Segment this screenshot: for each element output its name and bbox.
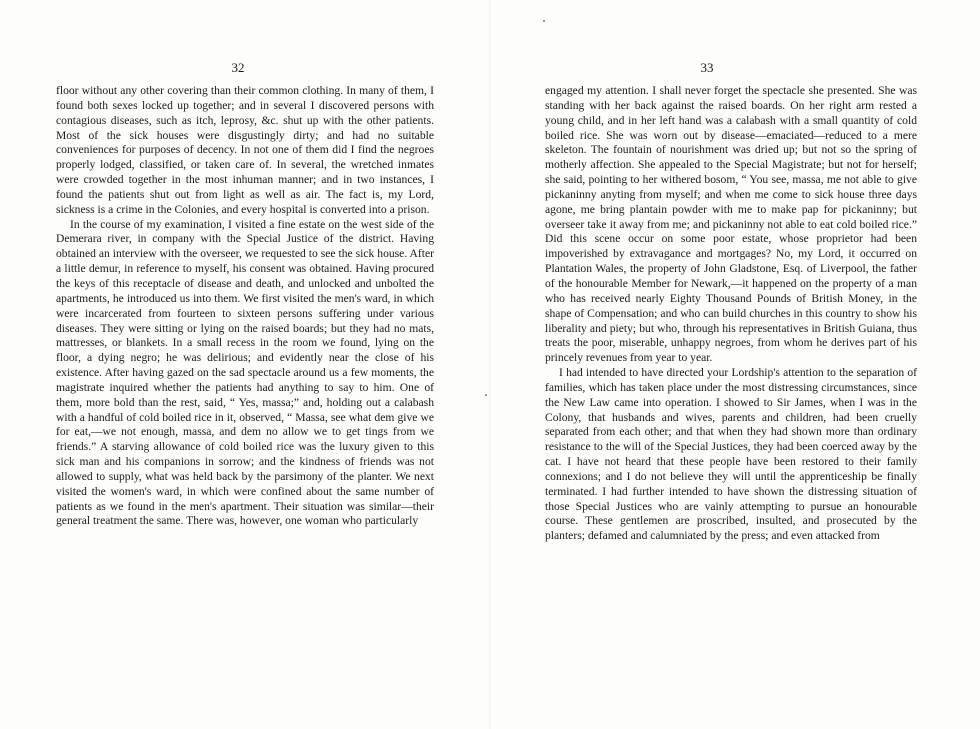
body-text xyxy=(545,84,917,544)
right-page xyxy=(490,0,980,729)
paper-speck xyxy=(485,394,487,396)
paper-speck xyxy=(543,20,545,22)
body-text xyxy=(56,84,434,529)
paragraph: engaged my attention. I shall never forget the spectacle she presented. She was standing with her back against the raised boards. On her right arm rested a young child, and in her left hand was a calabash with a small quantity of cold boiled rice. She was worn out by disease—emaciated—reduced to a mere skeleton. The fountain of nourishment was dried up; but not so the spring of motherly affection. She appealed to the Special Magistrate; but not for herself; she said, pointing to her withered bosom, “ You see, massa, me not able to give pickaninny anyting from myself; and when me come to sick house three days agone, me bring plantain powder with me to make pap for pickaninny; but overseer take it away from me; and pickaninny not able to eat cold boiled rice.” Did this scene occur on some poor estate, whose proprietor had been impoverished by extravagance and mortgages? No, my Lord, it occurred on Plantation Wales, the property of John Gladstone, Esq. of Liverpool, the father of the honourable Member for Newark,—it happened on the property of a man who has received nearly Eighty Thousand Pounds of British Money, in the shape of Compensation; and who can build churches in this country to show his liberality and piety; but who, through his representatives in British Guiana, thus treats the poor, miserable, unhappy negroes, from whom he derives part of his princely revenues from year to year. xyxy=(545,84,917,365)
page-number: 32 xyxy=(231,60,245,75)
paragraph: I had intended to have directed your Lordship's attention to the separation of families, which has taken place under the most distressing circumstances, since the New Law came into operation. I showed to Sir James, when I was in the Colony, that husbands and wives, parents and children, had been cruelly separated from each other; and that when they had shown more than ordinary resistance to the will of the Special Justices, they had been coerced away by the cat. I have not heard that these people have been restored to their family connexions; and I do not believe they will until the apprenticeship be finally terminated. I had further intended to have shown the distressing situation of those Special Justices who are vainly attempting to pursue an honourable course. These gentlemen are proscribed, insulted, and prosecuted by the planters; defamed and calumniated by the press; and even attacked from xyxy=(545,366,917,543)
page-number: 33 xyxy=(700,60,714,75)
paragraph: floor without any other covering than their common clothing. In many of them, I found both sexes locked up together; and in several I discovered persons with contagious diseases, such as itch, leprosy, &c. shut up with the other patients. Most of the sick houses were disgustingly dirty; and had no suitable conveniences for purposes of decency. In not one of them did I find the negroes properly lodged, classified, or taken care of. In several, the wretched inmates were crowded together in the most inhuman manner; and in two instances, I found the patients shut out from light as well as air. The fact is, my Lord, sickness is a crime in the Colonies, and every hospital is converted into a prison. xyxy=(56,84,434,216)
paragraph: In the course of my examination, I visited a fine estate on the west side of the Demerara river, in company with the Special Justice of the district. Having obtained an interview with the overseer, we requested to see the sick house. After a little demur, in reference to myself, his consent was obtained. Having procured the keys of this receptacle of disease and death, and unlocked and unbolted the apartments, he introduced us into them. We first visited the men's ward, in which were incarcerated from fourteen to sixteen persons suffering under various diseases. They were sitting or lying on the raised boards; but they had no mats, mattresses, or blankets. In a small recess in the room we found, lying on the floor, a dying negro; he was delirious; and evidently near the close of his existence. After having gazed on the sad spectacle around us a few moments, the magistrate inquired whether the patients had anything to say to him. One of them, more bold than the rest, said, “ Yes, massa;” and, holding out a calabash with a handful of cold boiled rice in it, observed, “ Massa, see what dem give we for eat,—we not enough, massa, and dem no allow we to get tings from we friends.” A starving allowance of cold boiled rice was the luxury given to this sick man and his companions in sorrow; and the kindness of friends was not allowed to supply, what was held back by the parsimony of the planter. We next visited the women's ward, in which were confined about the same number of patients as we found in the men's apartment. Their situation was similar—their general treatment the same. There was, however, one woman who particularly xyxy=(56,217,434,528)
